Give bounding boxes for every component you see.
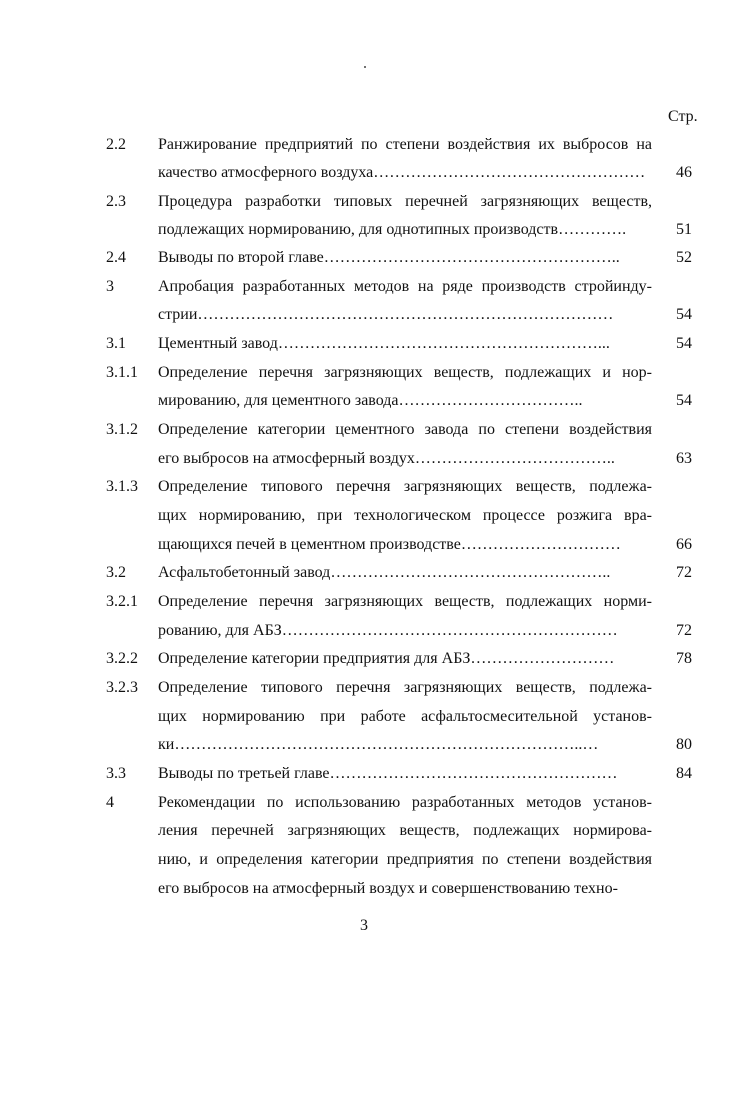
toc-line bbox=[0, 677, 733, 699]
toc-entry-text[interactable]: Определение типового перечня загрязняющих веществ, подлежа- bbox=[158, 478, 652, 495]
toc-section-number: 2.3 bbox=[106, 193, 126, 210]
toc-line bbox=[0, 591, 733, 613]
toc-line bbox=[0, 534, 733, 556]
toc-entry-text[interactable]: щих нормированию при работе асфальтосмесительной установ- bbox=[158, 708, 652, 725]
toc-entry-text[interactable]: Выводы по третьей главе……………………………………………… bbox=[158, 765, 618, 782]
toc-section-number: 3.2.1 bbox=[106, 593, 138, 610]
toc-line bbox=[0, 304, 733, 326]
toc-page-number: 78 bbox=[676, 650, 692, 667]
toc-section-number: 4 bbox=[106, 794, 114, 811]
toc-line bbox=[0, 390, 733, 412]
toc-line bbox=[0, 820, 733, 842]
toc-line bbox=[0, 419, 733, 441]
toc-entry-text[interactable]: его выбросов на атмосферный воздух……………………………….. bbox=[158, 450, 615, 467]
toc-line bbox=[0, 247, 733, 269]
page-column-header: Стр. bbox=[668, 108, 698, 125]
toc-entry-text[interactable]: Определение категории цементного завода по степени воздействия bbox=[158, 421, 652, 438]
toc-page-number: 63 bbox=[676, 450, 692, 467]
toc-section-number: 3.3 bbox=[106, 765, 126, 782]
toc-entry-text[interactable]: щих нормированию, при технологическом процессе розжига вра- bbox=[158, 507, 652, 524]
toc-line bbox=[0, 734, 733, 756]
toc-line bbox=[0, 162, 733, 184]
toc-page-number: 80 bbox=[676, 736, 692, 753]
toc-line bbox=[0, 362, 733, 384]
toc-entry-text[interactable]: Определение перечня загрязняющих веществ, подлежащих норми- bbox=[158, 593, 652, 610]
toc-entry-text[interactable]: Ранжирование предприятий по степени воздействия их выбросов на bbox=[158, 136, 652, 153]
toc-section-number: 2.2 bbox=[106, 136, 126, 153]
toc-entry-text[interactable]: Определение категории предприятия для АБЗ……………………… bbox=[158, 650, 615, 667]
toc-page-number: 72 bbox=[676, 564, 692, 581]
toc-entry-text[interactable]: мированию, для цементного завода…………………………….. bbox=[158, 392, 583, 409]
toc-section-number: 2.4 bbox=[106, 249, 126, 266]
toc-page-number: 54 bbox=[676, 306, 692, 323]
toc-entry-text[interactable]: подлежащих нормированию, для однотипных производств…………. bbox=[158, 221, 627, 238]
toc-entry-text[interactable]: нию, и определения категории предприятия по степени воздействия bbox=[158, 851, 652, 868]
toc-line bbox=[0, 763, 733, 785]
toc-entry-text[interactable]: стрии…………………………………………………………………… bbox=[158, 306, 614, 323]
toc-line bbox=[0, 134, 733, 156]
toc-section-number: 3.1.1 bbox=[106, 364, 138, 381]
toc-section-number: 3.1 bbox=[106, 335, 126, 352]
toc-page-number: 46 bbox=[676, 164, 692, 181]
toc-entry-text[interactable]: его выбросов на атмосферный воздух и совершенствованию техно- bbox=[158, 880, 618, 897]
toc-line bbox=[0, 706, 733, 728]
toc-line bbox=[0, 792, 733, 814]
toc-page-number: 51 bbox=[676, 221, 692, 238]
toc-section-number: 3.2 bbox=[106, 564, 126, 581]
toc-line bbox=[0, 648, 733, 670]
toc-entry-text[interactable]: Апробация разработанных методов на ряде производств стройинду- bbox=[158, 278, 652, 295]
toc-line bbox=[0, 476, 733, 498]
toc-entry-text[interactable]: качество атмосферного воздуха…………………………………………… bbox=[158, 164, 646, 181]
toc-page-number: 72 bbox=[676, 622, 692, 639]
toc-entry-text[interactable]: Процедура разработки типовых перечней загрязняющих веществ, bbox=[158, 193, 652, 210]
toc-section-number: 3.2.2 bbox=[106, 650, 138, 667]
toc-page-number: 54 bbox=[676, 335, 692, 352]
toc-line bbox=[0, 448, 733, 470]
toc-section-number: 3.1.2 bbox=[106, 421, 138, 438]
toc-line bbox=[0, 562, 733, 584]
toc-entry-text[interactable]: ки…………………………………………………………………..… bbox=[158, 736, 599, 753]
toc-section-number: 3 bbox=[106, 278, 114, 295]
page-number: 3 bbox=[360, 917, 368, 934]
toc-entry-text[interactable]: Асфальтобетонный завод…………………………………………….. bbox=[158, 564, 611, 581]
toc-entry-text[interactable]: Определение перечня загрязняющих веществ, подлежащих и нор- bbox=[158, 364, 652, 381]
toc-page-number: 66 bbox=[676, 536, 692, 553]
toc-line bbox=[0, 620, 733, 642]
toc-entry-text[interactable]: Определение типового перечня загрязняющих веществ, подлежа- bbox=[158, 679, 652, 696]
toc-line bbox=[0, 219, 733, 241]
toc-page-number: 84 bbox=[676, 765, 692, 782]
toc-entry-text[interactable]: рованию, для АБЗ……………………………………………………… bbox=[158, 622, 618, 639]
toc-entry-text[interactable]: Выводы по второй главе……………………………………………….. bbox=[158, 249, 620, 266]
toc-line bbox=[0, 276, 733, 298]
toc-entry-text[interactable]: Рекомендации по использованию разработанных методов установ- bbox=[158, 794, 652, 811]
toc-line bbox=[0, 505, 733, 527]
toc-entry-text[interactable]: ления перечней загрязняющих веществ, подлежащих нормирова- bbox=[158, 822, 652, 839]
toc-line bbox=[0, 849, 733, 871]
toc-page-number: 52 bbox=[676, 249, 692, 266]
toc-line bbox=[0, 191, 733, 213]
scan-speck bbox=[364, 66, 366, 68]
toc-page-number: 54 bbox=[676, 392, 692, 409]
toc-entry-text[interactable]: Цементный завод……………………………………………………... bbox=[158, 335, 610, 352]
toc-line bbox=[0, 333, 733, 355]
toc-line bbox=[0, 878, 733, 900]
toc-section-number: 3.1.3 bbox=[106, 478, 138, 495]
toc-entry-text[interactable]: щающихся печей в цементном производстве………………………… bbox=[158, 536, 621, 553]
toc-section-number: 3.2.3 bbox=[106, 679, 138, 696]
